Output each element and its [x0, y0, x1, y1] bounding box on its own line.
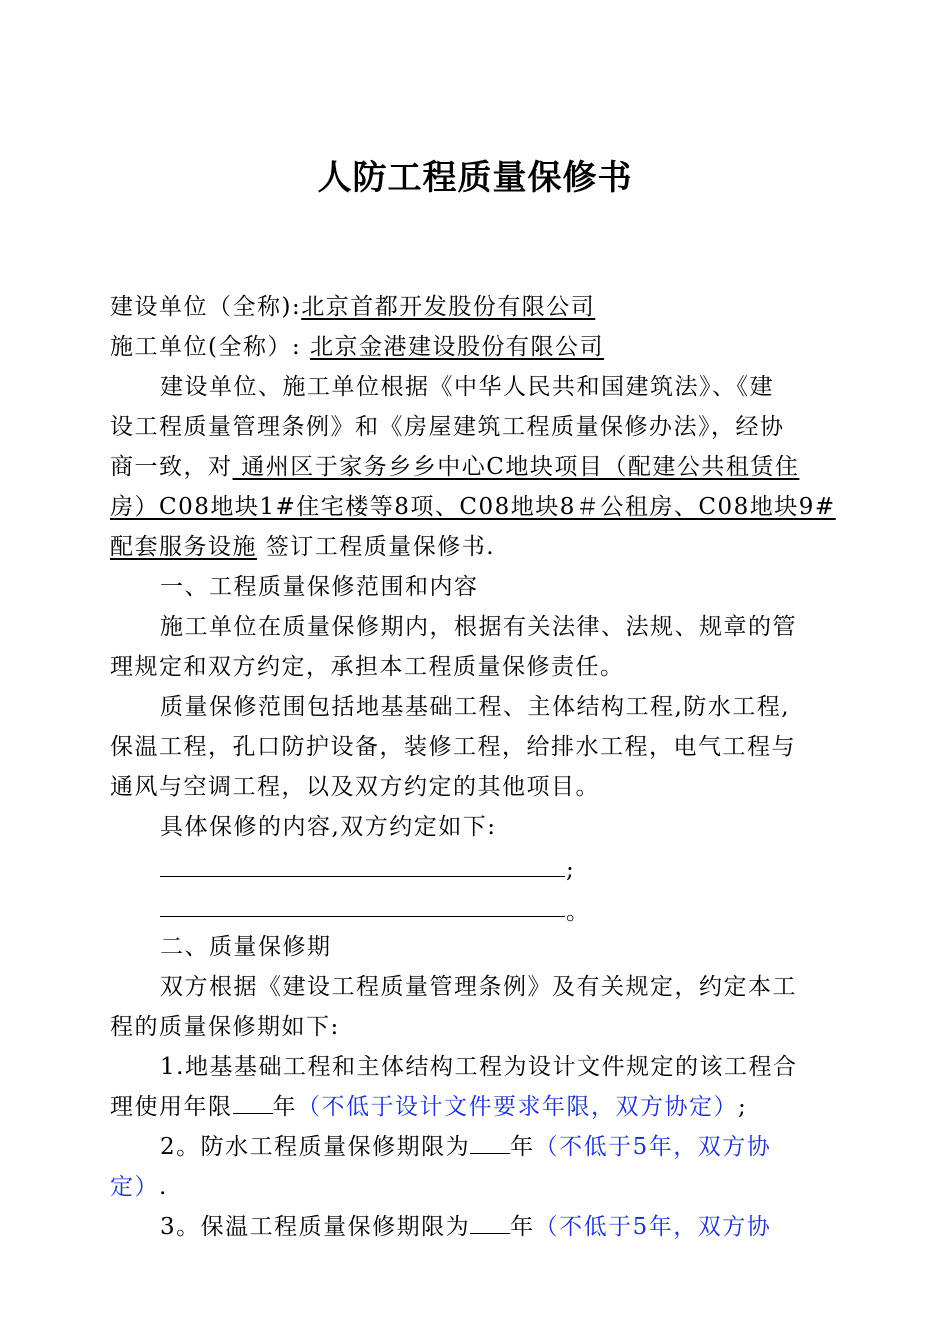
item-2-pre: 2。防水工程质量保修期限为: [160, 1134, 471, 1160]
project-name-part-1: 通州区于家务乡乡中心C地块项目（配建公共租赁住: [232, 454, 800, 480]
item-1-mid: 年: [272, 1094, 297, 1120]
section-1-p2-line1: 质量保修范围包括地基基础工程、主体结构工程,防水工程,: [160, 694, 791, 720]
contractor-label: 施工单位(全称）:: [110, 334, 302, 360]
item-3-note-1: （不低于5年，双方协: [534, 1214, 772, 1240]
item-2-post: .: [159, 1174, 168, 1200]
intro-line-5-post: 签订工程质量保修书.: [257, 534, 496, 560]
section-1-p1-line1: 施工单位在质量保修期内，根据有关法律、法规、规章的管: [160, 614, 797, 640]
builder-name: 北京首都开发股份有限公司: [301, 294, 596, 320]
years-blank-3: [470, 1213, 510, 1234]
fill-in-blank-1: [160, 876, 565, 877]
item-2-note-2: 定）: [110, 1174, 159, 1200]
section-2-p1-line1: 双方根据《建设工程质量管理条例》及有关规定，约定本工: [160, 974, 797, 1000]
item-1-note: （不低于设计文件要求年限，双方协定）: [297, 1094, 738, 1120]
item-1-line1: 1.地基基础工程和主体结构工程为设计文件规定的该工程合: [160, 1054, 798, 1080]
project-name-part-3: 配套服务设施: [110, 534, 257, 560]
builder-label: 建设单位（全称):: [110, 294, 302, 320]
fill-in-blank-2: [160, 916, 565, 917]
item-1-pre: 理使用年限: [110, 1094, 233, 1120]
item-2-note-1: （不低于5年，双方协: [534, 1134, 772, 1160]
intro-line-3-pre: 商一致，对: [110, 454, 233, 480]
section-1-heading: 一、工程质量保修范围和内容: [160, 574, 479, 600]
contractor-name: 北京金港建设股份有限公司: [310, 334, 605, 360]
years-blank-2: [470, 1133, 510, 1154]
section-2-heading: 二、质量保修期: [160, 934, 332, 960]
intro-line-5: [110, 532, 840, 562]
section-1-p3: 具体保修的内容,双方约定如下:: [160, 814, 497, 840]
intro-line-4: [110, 492, 840, 522]
section-1-p1-line2: 理规定和双方约定，承担本工程质量保修责任。: [110, 654, 625, 680]
document-title: 人防工程质量保修书: [317, 158, 633, 198]
section-2-p1-line2: 程的质量保修期如下:: [110, 1014, 340, 1040]
item-2-line1: [160, 1132, 840, 1162]
builder-line: [110, 292, 840, 322]
item-1-line2: [110, 1092, 840, 1122]
item-3-mid: 年: [510, 1214, 535, 1240]
item-2-mid: 年: [510, 1134, 535, 1160]
fill-in-blank-1-end: ;: [566, 857, 574, 883]
section-1-p2-line3: 通风与空调工程，以及双方约定的其他项目。: [110, 774, 600, 800]
fill-in-blank-2-end: 。: [566, 899, 589, 925]
intro-line-3: [110, 452, 840, 482]
project-name-part-2: 房）C08地块1#住宅楼等8项、C08地块8＃公租房、C08地块9#: [110, 494, 836, 520]
contractor-line: [110, 332, 840, 362]
item-3-pre: 3。保温工程质量保修期限为: [160, 1214, 471, 1240]
years-blank-1: [233, 1093, 273, 1114]
intro-line-2: 设工程质量管理条例》和《房屋建筑工程质量保修办法》，经协: [110, 414, 785, 440]
item-3-line1: [160, 1212, 840, 1242]
section-1-p2-line2: 保温工程，孔口防护设备，装修工程，给排水工程，电气工程与: [110, 734, 796, 760]
intro-line-1: 建设单位、施工单位根据《中华人民共和国建筑法》、《建: [160, 374, 774, 400]
item-2-line2: [110, 1172, 840, 1202]
item-1-post: ;: [738, 1094, 748, 1120]
